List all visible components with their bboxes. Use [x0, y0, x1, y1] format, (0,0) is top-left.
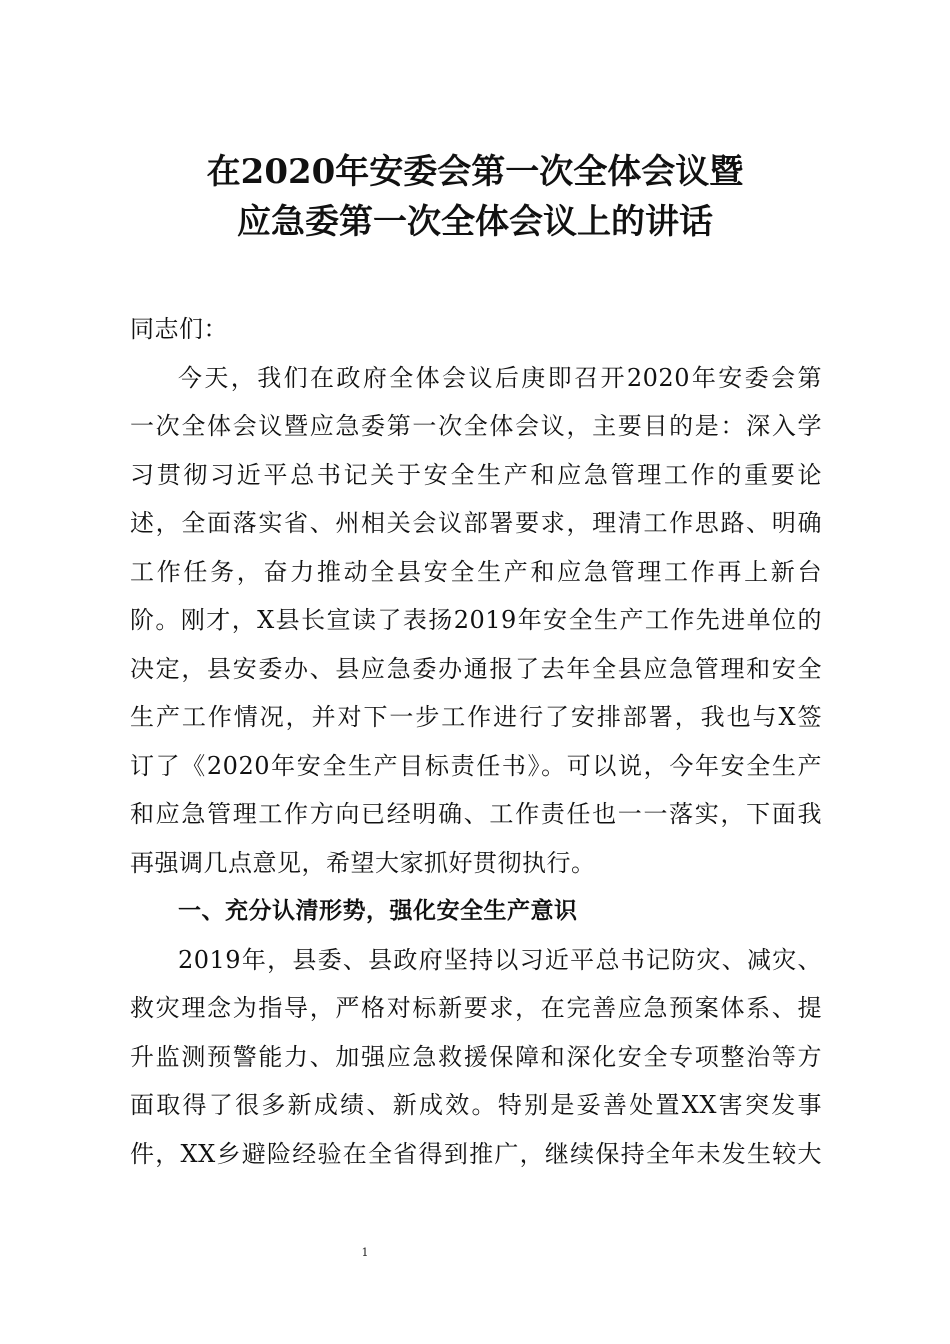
paragraph-line: 述，全面落实省、州相关会议部署要求，理清工作思路、明确 — [130, 509, 822, 537]
paragraph-line: 一次全体会议暨应急委第一次全体会议，主要目的是：深入学 — [130, 412, 822, 440]
document-body — [130, 305, 822, 1178]
paragraph-line: 阶。刚才，X县长宣读了表扬2019年安全生产工作先进单位的 — [130, 606, 822, 634]
paragraph-line: 订了《2020年安全生产目标责任书》。可以说，今年安全生产 — [130, 751, 822, 780]
paragraph-line: 生产工作情况，并对下一步工作进行了安排部署，我也与X签 — [130, 703, 822, 731]
section-heading: 一、充分认清形势，强化安全生产意识 — [178, 898, 578, 924]
paragraph-line: 今天，我们在政府全体会议后庚即召开2020年安委会第 — [178, 363, 822, 392]
paragraph-line: 再强调几点意见，希望大家抓好贯彻执行。 — [130, 848, 596, 877]
paragraph-line: 工作任务，奋力推动全县安全生产和应急管理工作再上新台 — [130, 557, 822, 586]
paragraph-line: 件，XX乡避险经验在全省得到推广，继续保持全年未发生较大 — [130, 1139, 822, 1168]
document-title-line-1: 在2020年安委会第一次全体会议暨 — [206, 152, 744, 192]
paragraph-line: 和应急管理工作方向已经明确、工作责任也一一落实，下面我 — [130, 800, 822, 828]
salutation: 同志们： — [130, 315, 228, 343]
page-number: 1 — [361, 1246, 369, 1259]
paragraph-line: 升监测预警能力、加强应急救援保障和深化安全专项整治等方 — [130, 1042, 822, 1071]
paragraph-line: 救灾理念为指导，严格对标新要求，在完善应急预案体系、提 — [130, 994, 822, 1022]
document-title-line-2: 应急委第一次全体会议上的讲话 — [237, 202, 713, 242]
paragraph-line: 决定，县安委办、县应急委办通报了去年全县应急管理和安全 — [130, 654, 822, 683]
paragraph-line: 2019年，县委、县政府坚持以习近平总书记防灾、减灾、 — [178, 945, 822, 974]
paragraph-line: 面取得了很多新成绩、新成效。特别是妥善处置XX害突发事 — [130, 1091, 822, 1119]
paragraph-line: 习贯彻习近平总书记关于安全生产和应急管理工作的重要论 — [130, 460, 822, 489]
